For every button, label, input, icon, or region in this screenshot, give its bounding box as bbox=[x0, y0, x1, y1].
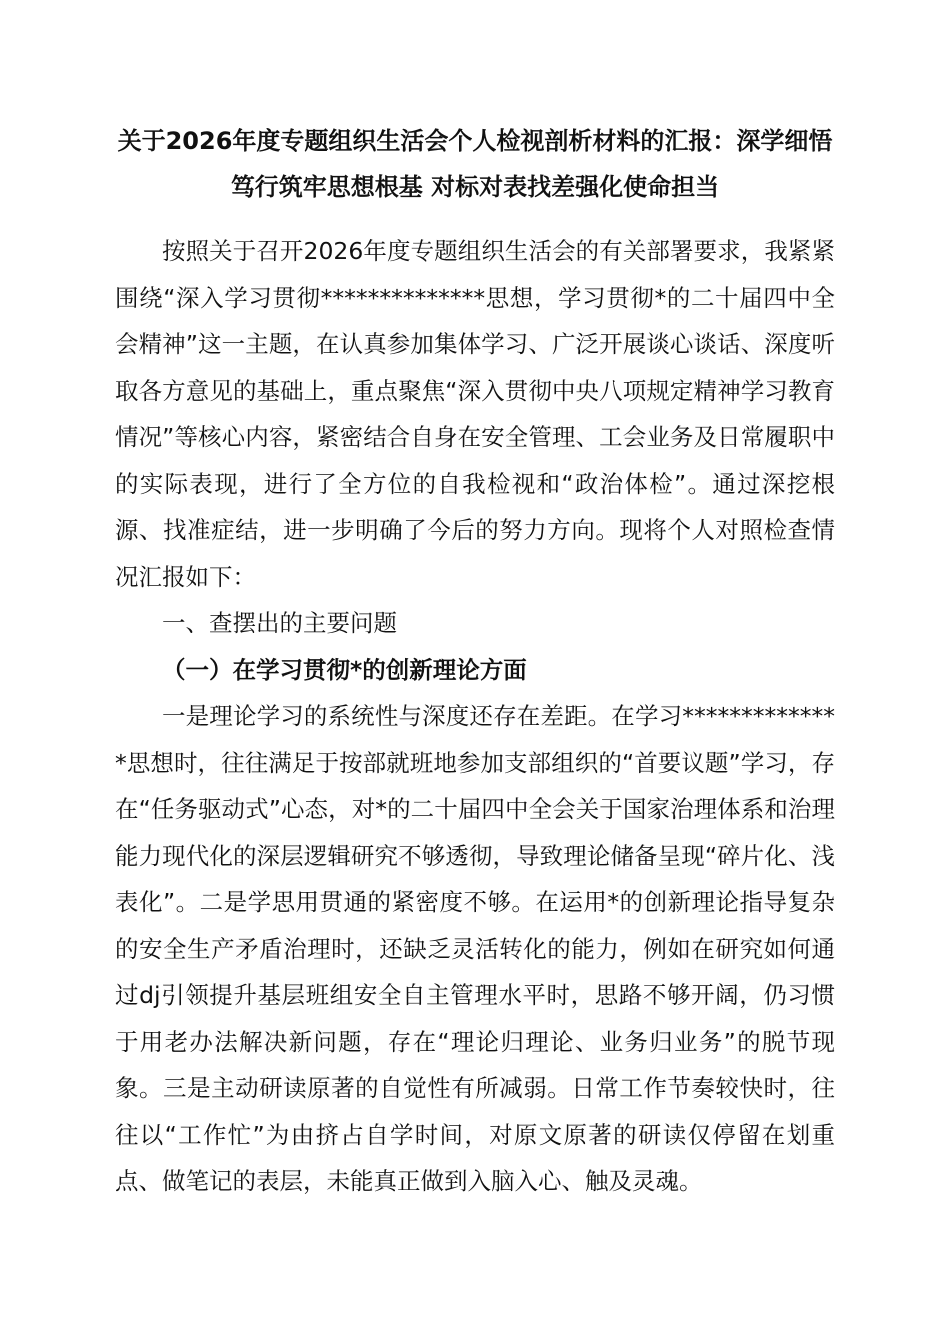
document-body bbox=[115, 228, 835, 1205]
subsection-paragraph-theory: 一是理论学习的系统性与深度还存在差距。在学习**************思想时，往往满足于按部就班地参加支部组织的“首要议题”学习，存在“任务驱动式”心态，对*的二十届四中全会关于国家治理体系和治理能力现代化的深层逻辑研究不够透彻，导致理论储备呈现“碎片化、浅表化”。二是学思用贯通的紧密度不够。在运用*的创新理论指导复杂的安全生产矛盾治理时，还缺乏灵活转化的能力，例如在研究如何通过dj引领提升基层班组安全自主管理水平时，思路不够开阔，仍习惯于用老办法解决新问题，存在“理论归理论、业务归业务”的脱节现象。三是主动研读原著的自觉性有所减弱。日常工作节奏较快时，往往以“工作忙”为由挤占自学时间，对原文原著的研读仅停留在划重点、做笔记的表层，未能真正做到入脑入心、触及灵魂。 bbox=[115, 702, 835, 1195]
document-title: 关于2026年度专题组织生活会个人检视剖析材料的汇报：深学细悟笃行筑牢思想根基 对标对表找差强化使命担当 bbox=[117, 127, 833, 201]
section-heading-problems: 一、查摆出的主要问题 bbox=[162, 609, 397, 637]
subsection-heading-theory: （一）在学习贯彻*的创新理论方面 bbox=[162, 655, 527, 684]
intro-paragraph: 按照关于召开2026年度专题组织生活会的有关部署要求，我紧紧围绕“深入学习贯彻**************思想，学习贯彻*的二十届四中全会精神”这一主题，在认真参加集体学习、广泛开展谈心谈话、深度听取各方意见的基础上，重点聚焦“深入贯彻中央八项规定精神学习教育情况”等核心内容，紧密结合自身在安全管理、工会业务及日常履职中的实际表现，进行了全方位的自我检视和“政治体检”。通过深挖根源、找准症结，进一步明确了今后的努力方向。现将个人对照检查情况汇报如下： bbox=[115, 237, 835, 591]
